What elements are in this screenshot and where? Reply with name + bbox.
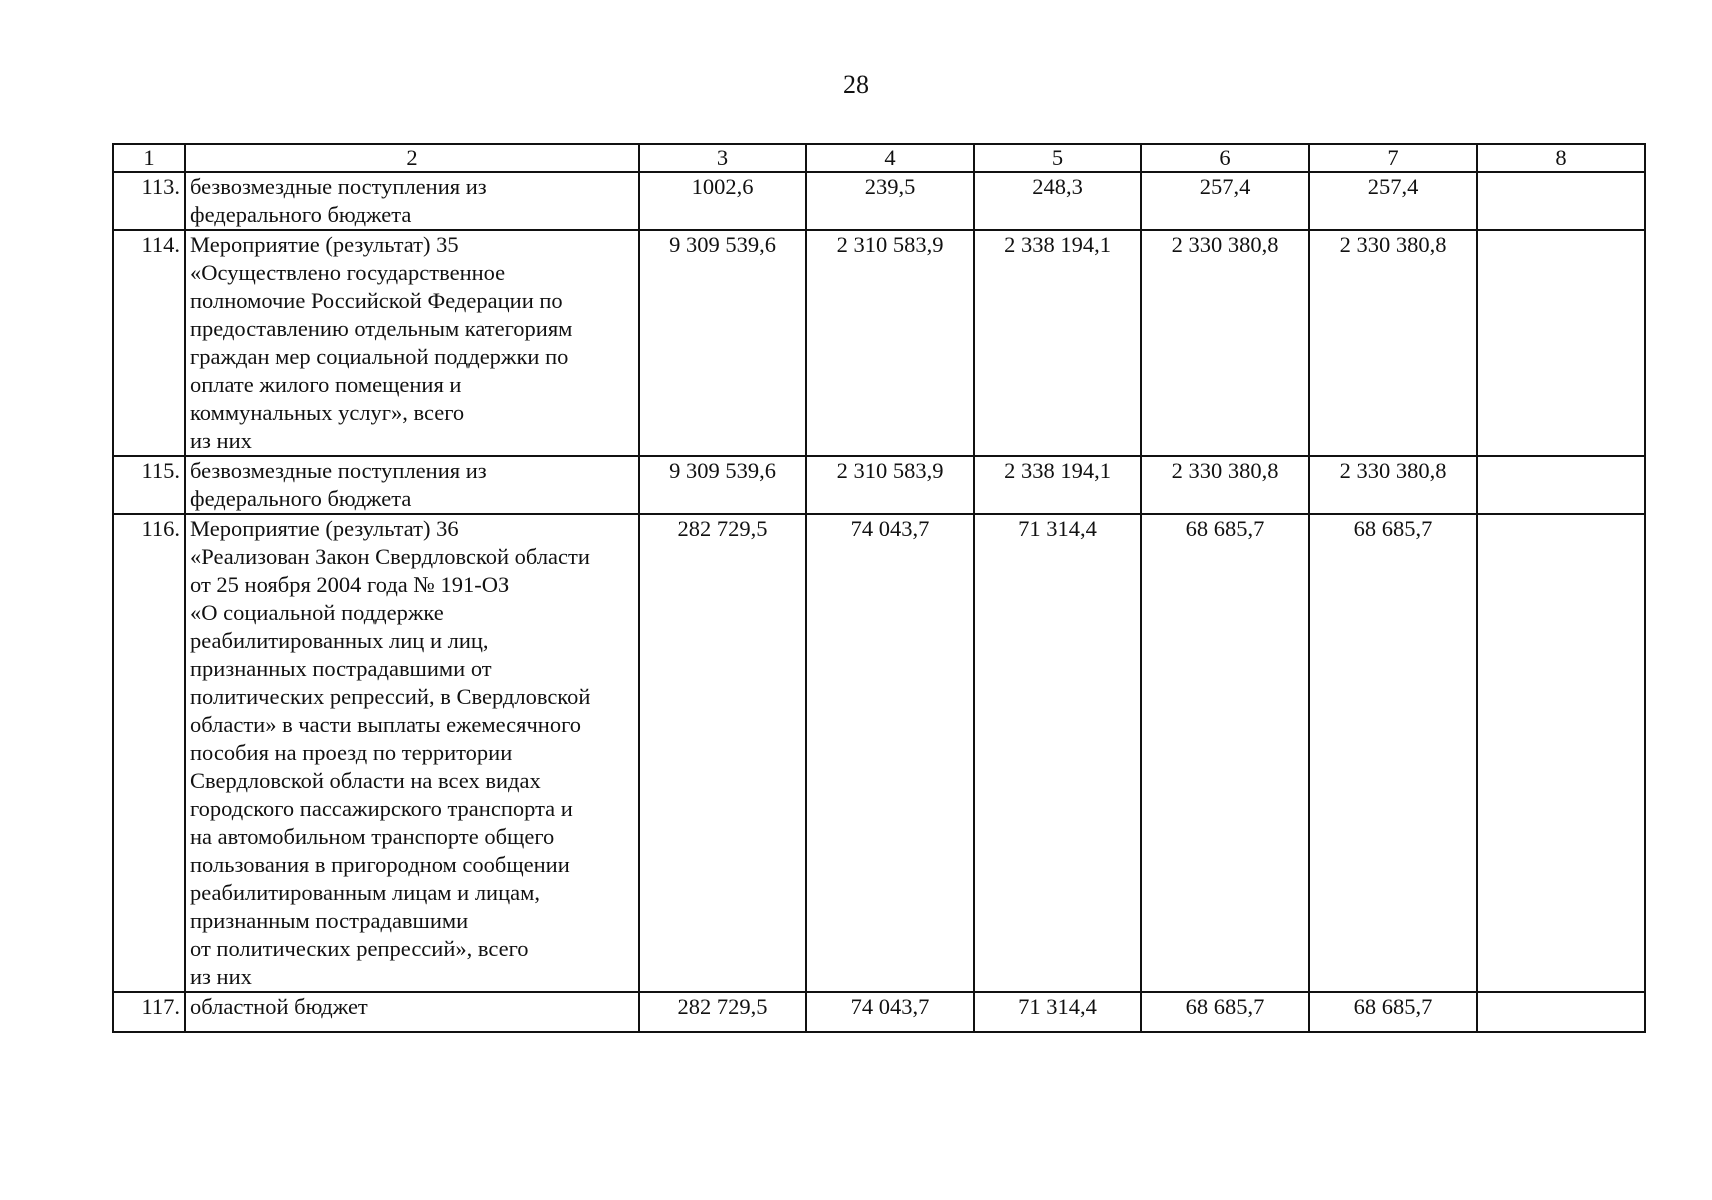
value-cell-col-4: 2 310 583,9 — [806, 456, 974, 514]
table-header — [113, 144, 1645, 172]
description-line: коммунальных услуг», всего — [190, 400, 465, 425]
description-line: «О социальной поддержке — [190, 600, 444, 625]
value-cell-col-3: 282 729,5 — [639, 992, 806, 1032]
value-cell-col-8 — [1477, 514, 1645, 992]
value-cell-col-7: 2 330 380,8 — [1309, 456, 1477, 514]
description-line: от 25 ноября 2004 года № 191-ОЗ — [190, 572, 510, 597]
row-number: 117. — [113, 992, 185, 1032]
value-cell-col-3: 282 729,5 — [639, 514, 806, 992]
description-line: оплате жилого помещения и — [190, 372, 462, 397]
description-line: областной бюджет — [190, 994, 368, 1019]
description-line: полномочие Российской Федерации по — [190, 288, 563, 313]
description-line: граждан мер социальной поддержки по — [190, 344, 569, 369]
column-header-2: 2 — [185, 144, 639, 172]
description-line: политических репрессий, в Свердловской — [190, 684, 591, 709]
description-line: Свердловской области на всех видах — [190, 768, 541, 793]
row-number: 115. — [113, 456, 185, 514]
description-line: федерального бюджета — [190, 202, 412, 227]
value-cell-col-5: 2 338 194,1 — [974, 456, 1141, 514]
column-header-7: 7 — [1309, 144, 1477, 172]
table-row — [113, 514, 1645, 992]
column-header-3: 3 — [639, 144, 806, 172]
value-cell-col-4: 239,5 — [806, 172, 974, 230]
budget-table — [112, 143, 1646, 1033]
row-description — [185, 230, 639, 456]
column-header-1: 1 — [113, 144, 185, 172]
table-row — [113, 172, 1645, 230]
description-line: федерального бюджета — [190, 486, 412, 511]
description-line: Мероприятие (результат) 35 — [190, 232, 459, 257]
value-cell-col-4: 74 043,7 — [806, 514, 974, 992]
value-cell-col-6: 257,4 — [1141, 172, 1309, 230]
row-description — [185, 172, 639, 230]
value-cell-col-8 — [1477, 230, 1645, 456]
value-cell-col-6: 68 685,7 — [1141, 992, 1309, 1032]
value-cell-col-6: 68 685,7 — [1141, 514, 1309, 992]
row-number: 116. — [113, 514, 185, 992]
value-cell-col-4: 74 043,7 — [806, 992, 974, 1032]
description-line: безвозмездные поступления из — [190, 174, 487, 199]
description-line: Мероприятие (результат) 36 — [190, 516, 459, 541]
header-row — [113, 144, 1645, 172]
value-cell-col-7: 257,4 — [1309, 172, 1477, 230]
table-row — [113, 992, 1645, 1032]
value-cell-col-8 — [1477, 172, 1645, 230]
description-line: «Осуществлено государственное — [190, 260, 506, 285]
page-number: 28 — [843, 70, 869, 99]
value-cell-col-5: 248,3 — [974, 172, 1141, 230]
description-line: области» в части выплаты ежемесячного — [190, 712, 581, 737]
description-line: городского пассажирского транспорта и — [190, 796, 573, 821]
value-cell-col-7: 68 685,7 — [1309, 514, 1477, 992]
row-number: 113. — [113, 172, 185, 230]
column-header-8: 8 — [1477, 144, 1645, 172]
description-line: пособия на проезд по территории — [190, 740, 513, 765]
column-header-5: 5 — [974, 144, 1141, 172]
value-cell-col-5: 71 314,4 — [974, 514, 1141, 992]
description-line: пользования в пригородном сообщении — [190, 852, 570, 877]
value-cell-col-3: 1002,6 — [639, 172, 806, 230]
value-cell-col-3: 9 309 539,6 — [639, 230, 806, 456]
value-cell-col-7: 68 685,7 — [1309, 992, 1477, 1032]
table-body — [113, 172, 1645, 1032]
row-description — [185, 456, 639, 514]
description-line: признанных пострадавшими от — [190, 656, 492, 681]
value-cell-col-5: 71 314,4 — [974, 992, 1141, 1032]
value-cell-col-3: 9 309 539,6 — [639, 456, 806, 514]
description-line: безвозмездные поступления из — [190, 458, 487, 483]
description-line: от политических репрессий», всего — [190, 936, 529, 961]
column-header-4: 4 — [806, 144, 974, 172]
description-line: реабилитированных лиц и лиц, — [190, 628, 489, 653]
table-row — [113, 456, 1645, 514]
column-header-6: 6 — [1141, 144, 1309, 172]
row-description — [185, 514, 639, 992]
row-number: 114. — [113, 230, 185, 456]
value-cell-col-6: 2 330 380,8 — [1141, 456, 1309, 514]
value-cell-col-5: 2 338 194,1 — [974, 230, 1141, 456]
value-cell-col-6: 2 330 380,8 — [1141, 230, 1309, 456]
description-line: на автомобильном транспорте общего — [190, 824, 555, 849]
value-cell-col-7: 2 330 380,8 — [1309, 230, 1477, 456]
value-cell-col-4: 2 310 583,9 — [806, 230, 974, 456]
row-description — [185, 992, 639, 1032]
description-line: признанным пострадавшими — [190, 908, 469, 933]
description-line: «Реализован Закон Свердловской области — [190, 544, 590, 569]
description-line: из них — [190, 964, 252, 989]
description-line: реабилитированным лицам и лицам, — [190, 880, 540, 905]
table-row — [113, 230, 1645, 456]
description-line: предоставлению отдельным категориям — [190, 316, 573, 341]
description-line: из них — [190, 428, 252, 453]
value-cell-col-8 — [1477, 456, 1645, 514]
value-cell-col-8 — [1477, 992, 1645, 1032]
